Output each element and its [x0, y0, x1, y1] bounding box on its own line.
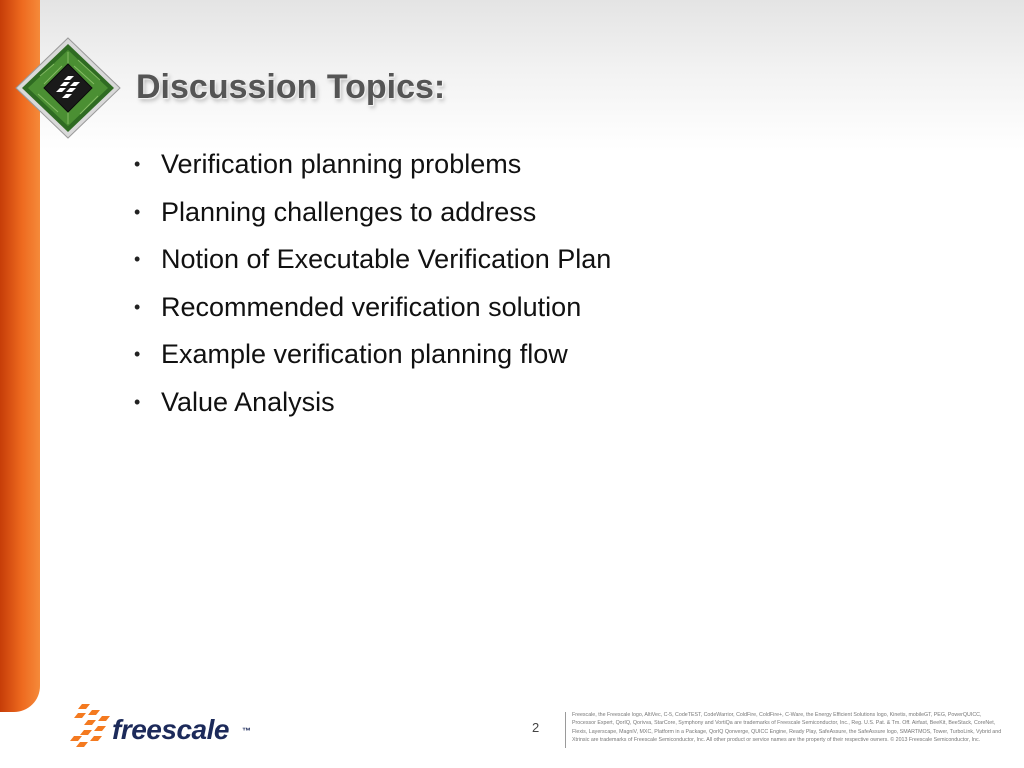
bullet-list: [134, 142, 611, 428]
bullet-dot: •: [134, 391, 141, 412]
bullet-dot: •: [134, 249, 141, 270]
bullet-item: [134, 237, 611, 285]
trademark-symbol: ™: [242, 726, 251, 736]
bullet-dot: •: [134, 344, 141, 365]
bullet-dot: •: [134, 154, 141, 174]
footer-divider: [565, 712, 566, 748]
freescale-logo: [70, 702, 260, 752]
bullet-item: [134, 285, 611, 333]
freescale-mark-icon: [70, 702, 114, 748]
bullet-text: Verification planning problems: [161, 149, 522, 179]
bullet-item: [134, 190, 611, 238]
slide-title: Discussion Topics:: [136, 68, 446, 106]
bullet-dot: •: [134, 296, 141, 317]
chip-logo-icon: [14, 36, 122, 140]
page-number: 2: [532, 720, 540, 735]
bullet-text: Example verification planning flow: [161, 339, 568, 370]
bullet-text: Planning challenges to address: [161, 196, 537, 227]
bullet-dot: •: [134, 201, 141, 222]
bullet-item: [134, 142, 611, 190]
bullet-item: [134, 380, 611, 428]
bullet-text: Recommended verification solution: [161, 291, 582, 322]
freescale-wordmark: freescale: [112, 714, 229, 745]
bullet-text: Notion of Executable Verification Plan: [161, 244, 612, 275]
legal-disclaimer: Freescale, the Freescale logo, AltiVec, C-5, CodeTEST, CodeWarrior, ColdFire, ColdFire+, C-Ware, the Energy Efficient Solutions logo, Kinetis, mobileGT, PEG, PowerQUICC, Processor Expert, QorIQ, Qorivva, StarCore, Symphony and VortiQa are trademarks of Freescale Semiconductor, Inc., Reg. U.S. Pat. & Tm. Off. Airfast, BeeKit, BeeStack, CoreNet, Flexis, Layerscape, MagniV, MXC, Platform in a Package, QorIQ Qonverge, QUICC Engine, Ready Play, SafeAssure, the SafeAssure logo, SMARTMOS, Tower, TurboLink, Vybrid and Xtrinsic are trademarks of Freescale Semiconductor, Inc. All other product or service names are the property of their respective owners. © 2013 Freescale Semiconductor, Inc.: [572, 712, 1002, 744]
bullet-item: [134, 332, 611, 380]
bullet-text: Value Analysis: [161, 386, 335, 417]
